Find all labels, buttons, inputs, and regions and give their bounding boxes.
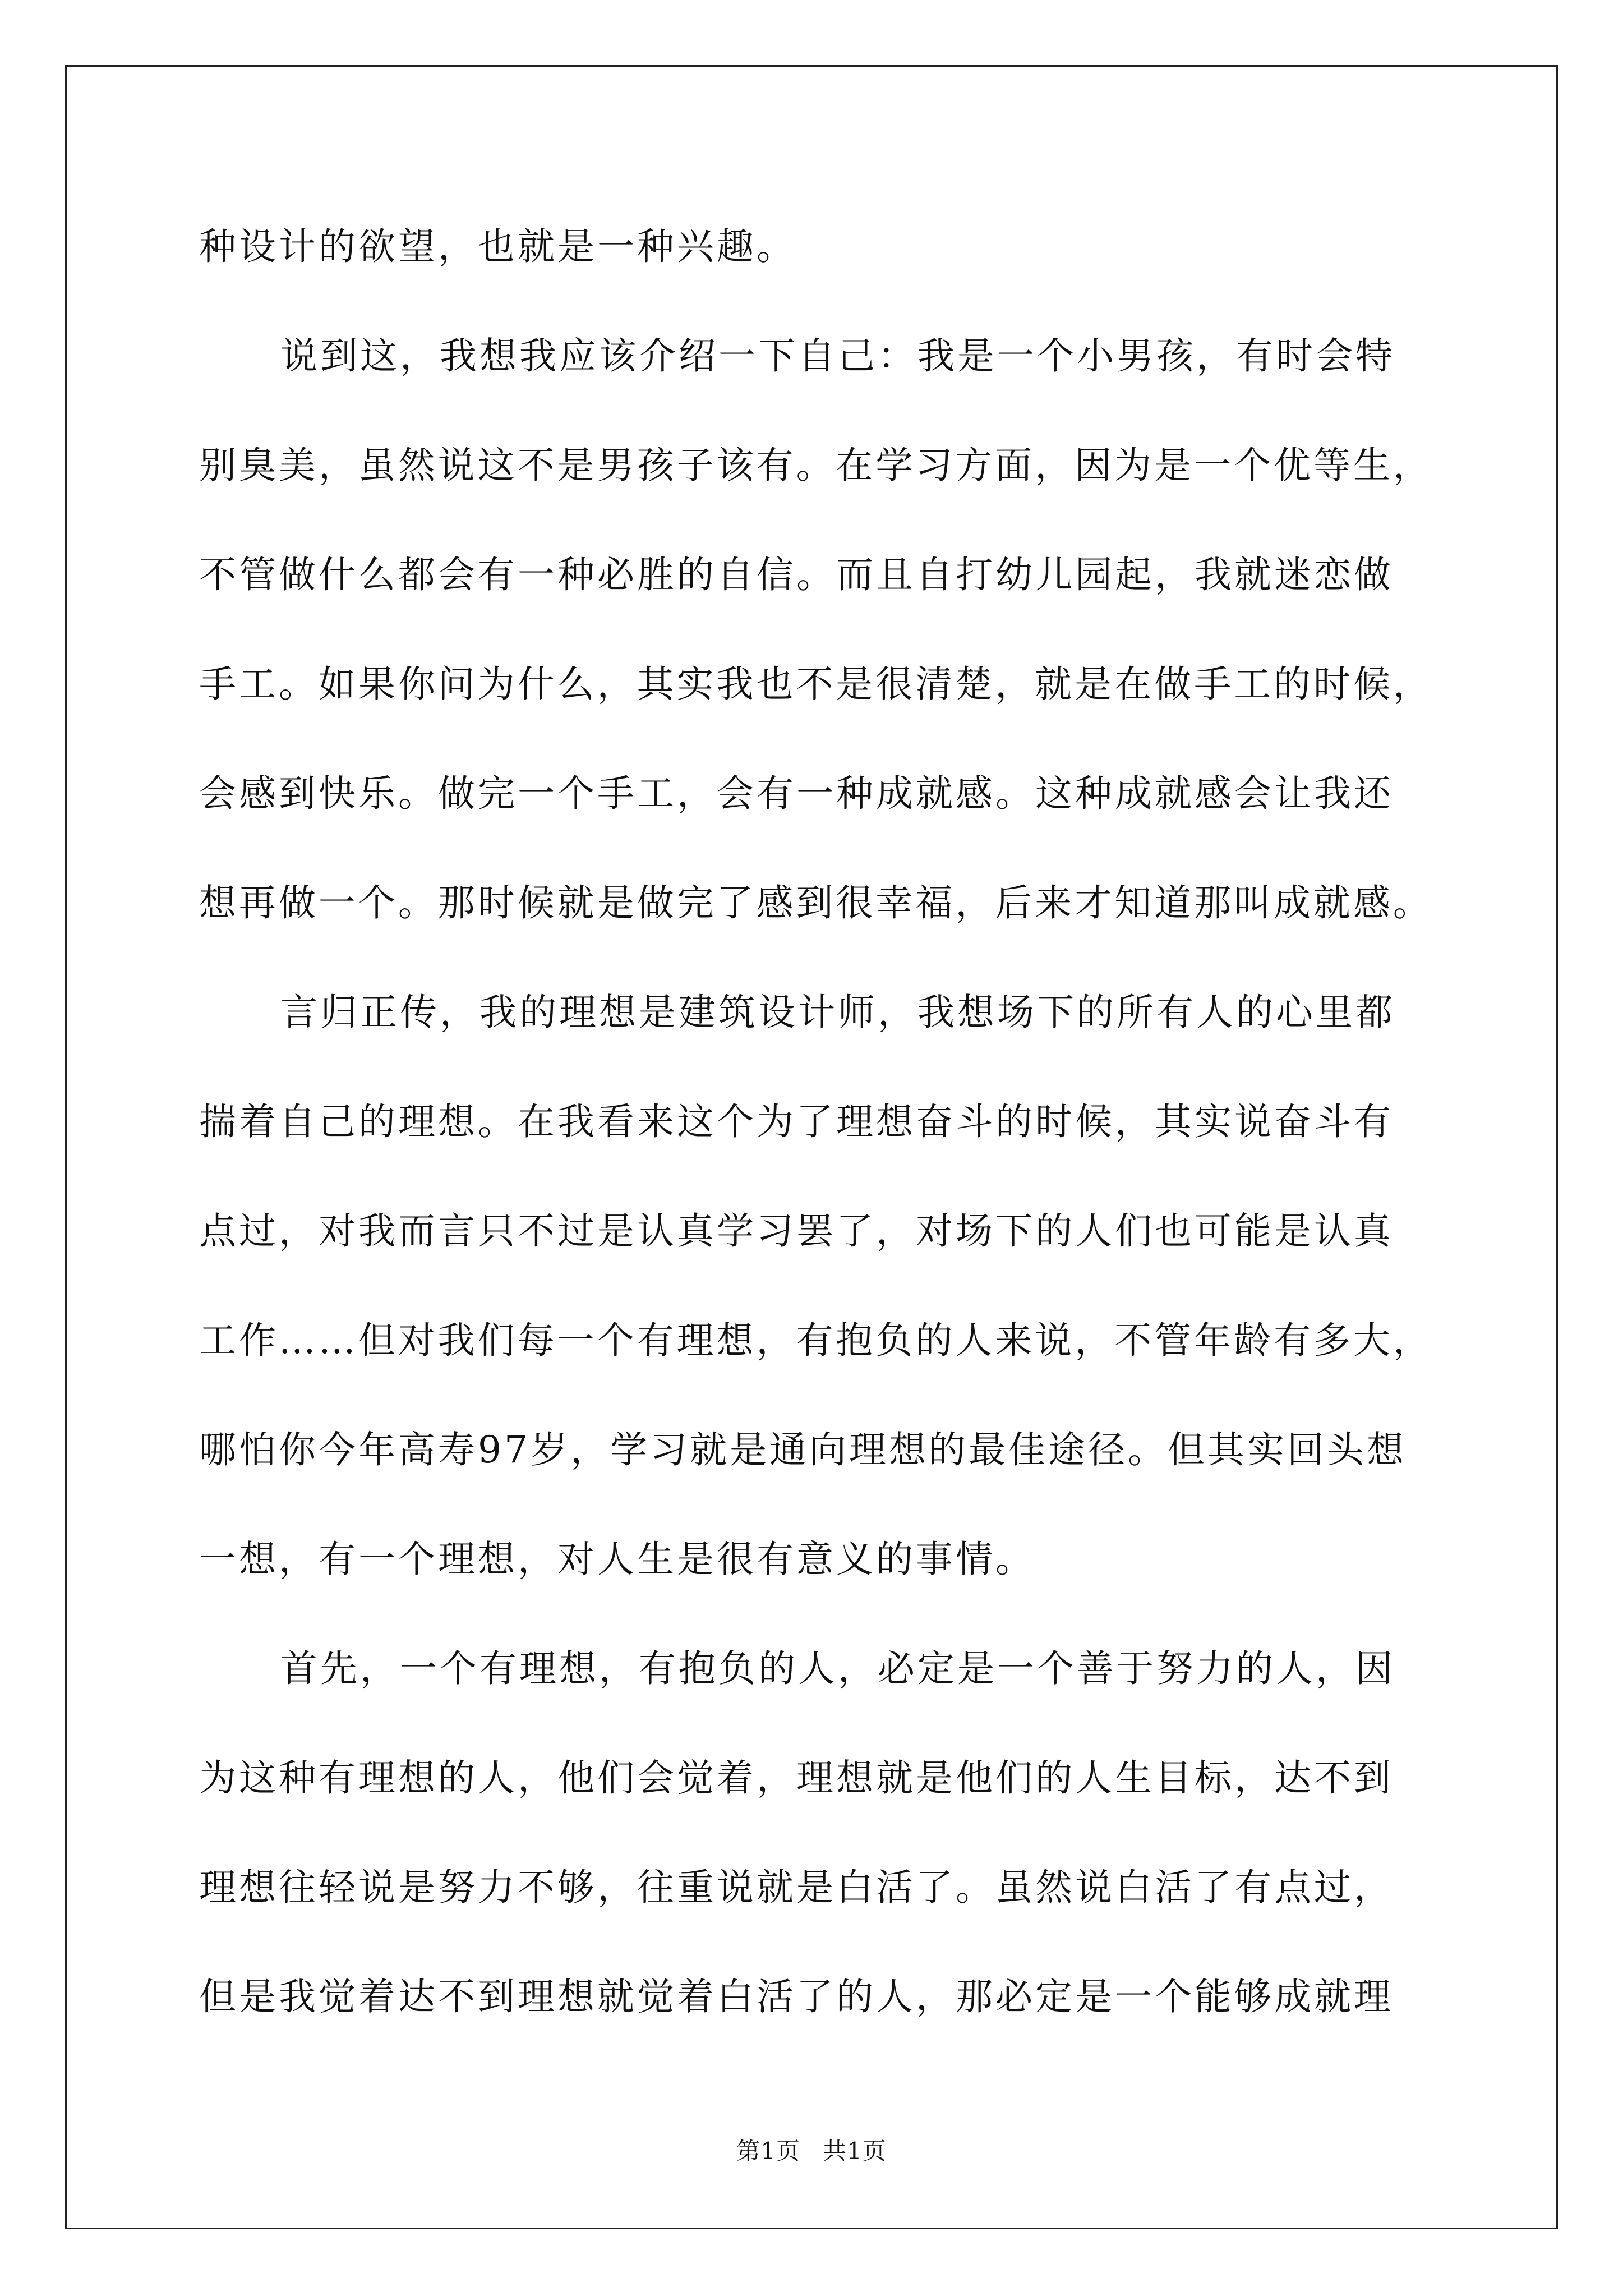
text-line: 揣着自己的理想。在我看来这个为了理想奋斗的时候，其实说奋斗有 (199, 1100, 1394, 1143)
text-line: 一想，有一个理想，对人生是很有意义的事情。 (199, 1538, 1035, 1581)
text-line: 点过，对我而言只不过是认真学习罢了，对场下的人们也可能是认真 (199, 1209, 1394, 1253)
text-line: 但是我觉着达不到理想就觉着白活了的人，那必定是一个能够成就理 (199, 1975, 1394, 2018)
page-total: 共1页 (823, 2137, 887, 2165)
text-line: 理想往轻说是努力不够，往重说就是白活了。虽然说白活了有点过， (199, 1866, 1394, 1909)
text-line: 想再做一个。那时候就是做完了感到很幸福，后来才知道那叫成就感。 (199, 881, 1433, 924)
paragraph-start-line: 首先，一个有理想，有抱负的人，必定是一个善于努力的人，因 (280, 1647, 1395, 1690)
text-line: 手工。如果你问为什么，其实我也不是很清楚，就是在做手工的时候， (199, 662, 1433, 706)
text-line: 别臭美，虽然说这不是男孩子该有。在学习方面，因为是一个优等生， (199, 444, 1433, 487)
page-footer (0, 2139, 1623, 2163)
paragraph-start-line: 说到这，我想我应该介绍一下自己：我是一个小男孩，有时会特 (280, 334, 1395, 378)
text-line: 不管做什么都会有一种必胜的自信。而且自打幼儿园起，我就迷恋做 (199, 553, 1394, 596)
text-line: 种设计的欲望，也就是一种兴趣。 (199, 225, 796, 268)
text-line: 为这种有理想的人，他们会觉着，理想就是他们的人生目标，达不到 (199, 1756, 1394, 1800)
text-line: 工作……但对我们每一个有理想，有抱负的人来说，不管年龄有多大， (199, 1319, 1433, 1362)
page-number: 第1页 (736, 2137, 800, 2165)
paragraph-start-line: 言归正传，我的理想是建筑设计师，我想场下的所有人的心里都 (280, 991, 1395, 1034)
text-line: 哪怕你今年高寿97岁，学习就是通向理想的最佳途径。但其实回头想 (199, 1428, 1407, 1471)
text-line: 会感到快乐。做完一个手工，会有一种成就感。这种成就感会让我还 (199, 772, 1394, 815)
